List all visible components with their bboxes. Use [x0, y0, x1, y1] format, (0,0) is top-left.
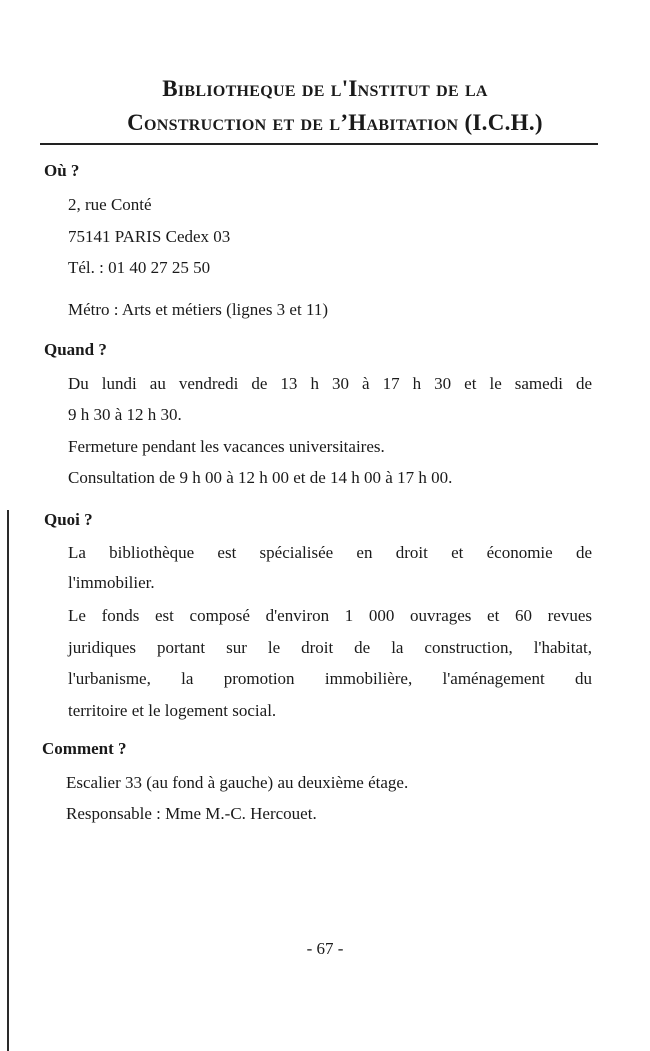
- address-street: 2, rue Conté: [68, 195, 152, 214]
- heading-quoi: Quoi ?: [44, 510, 93, 529]
- responsible-person: Responsable : Mme M.-C. Hercouet.: [66, 804, 317, 823]
- hours-line-1: Du lundi au vendredi de 13 h 30 à 17 h 30 et le samedi de: [68, 374, 592, 393]
- page-title-line-2: Construction et de l’Habitation (I.C.H.): [127, 110, 543, 135]
- consultation-hours: Consultation de 9 h 00 à 12 h 00 et de 14 h 00 à 17 h 00.: [68, 468, 453, 487]
- heading-comment: Comment ?: [42, 739, 127, 758]
- description-line-5: l'urbanisme, la promotion immobilière, l'aménagement du: [68, 669, 592, 688]
- page-title-line-1: Bibliotheque de l'Institut de la: [162, 76, 488, 101]
- page-number: - 67 -: [306, 939, 344, 958]
- description-line-2: l'immobilier.: [68, 573, 155, 592]
- description-line-6: territoire et le logement social.: [68, 701, 277, 720]
- address-metro: Métro : Arts et métiers (lignes 3 et 11): [68, 300, 328, 319]
- title-underline: [40, 143, 598, 145]
- description-line-1: La bibliothèque est spécialisée en droit et économie de: [68, 543, 592, 562]
- access-stairs: Escalier 33 (au fond à gauche) au deuxième étage.: [66, 773, 409, 792]
- address-city: 75141 PARIS Cedex 03: [68, 227, 231, 246]
- heading-ou: Où ?: [44, 161, 80, 180]
- hours-line-2: 9 h 30 à 12 h 30.: [68, 405, 182, 424]
- address-phone: Tél. : 01 40 27 25 50: [68, 258, 211, 277]
- heading-quand: Quand ?: [44, 340, 107, 359]
- description-line-3: Le fonds est composé d'environ 1 000 ouvrages et 60 revues: [68, 606, 592, 625]
- description-line-4: juridiques portant sur le droit de la construction, l'habitat,: [68, 638, 592, 657]
- closure-note: Fermeture pendant les vacances universitaires.: [68, 437, 385, 456]
